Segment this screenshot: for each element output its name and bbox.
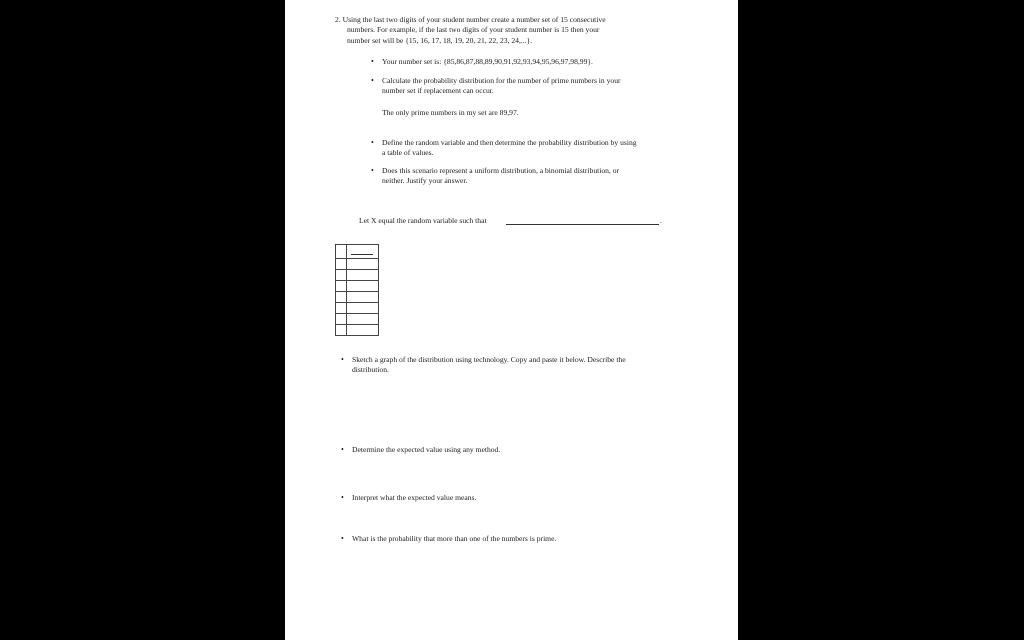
define-line-1: Define the random variable and then determine the probability distribution by using — [382, 138, 637, 147]
interpret-text: Interpret what the expected value means. — [352, 493, 477, 502]
bullet-icon: • — [341, 534, 344, 543]
table-cell — [336, 270, 347, 281]
question-line-3: number set will be {15, 16, 17, 18, 19, 20, 21, 22, 23, 24,...}. — [347, 36, 533, 45]
calculate-line-1: Calculate the probability distribution for the number of prime numbers in your — [382, 76, 621, 85]
bullet-icon: • — [341, 445, 344, 454]
table-cell — [347, 270, 379, 281]
table-cell — [347, 292, 379, 303]
table-cell — [347, 245, 379, 259]
table-cell — [347, 314, 379, 325]
values-table — [335, 244, 379, 336]
bullet-icon: • — [371, 166, 374, 175]
scenario-line-2: neither. Justify your answer. — [382, 176, 468, 185]
table-cell — [336, 303, 347, 314]
answer-blank-line — [506, 224, 659, 225]
table-cell — [347, 325, 379, 336]
table-cell — [336, 292, 347, 303]
header-blank-line — [351, 254, 373, 255]
calculate-line-2: number set if replacement can occur. — [382, 86, 494, 95]
table-cell — [336, 325, 347, 336]
table-cell — [347, 259, 379, 270]
question-line-1: 2. Using the last two digits of your student number create a number set of 15 consecutive — [335, 15, 606, 24]
bullet-icon: • — [341, 493, 344, 502]
prime-answer: The only prime numbers in my set are 89,97. — [382, 108, 519, 117]
bullet-icon: • — [341, 355, 344, 364]
scenario-line-1: Does this scenario represent a uniform distribution, a binomial distribution, or — [382, 166, 620, 175]
bullet-icon: • — [371, 76, 374, 85]
document-page — [285, 0, 738, 640]
number-set-text: Your number set is: {85,86,87,88,89,90,91,92,93,94,95,96,97,98,99}. — [382, 57, 593, 66]
sketch-line-2: distribution. — [352, 365, 389, 374]
table-cell — [336, 245, 347, 259]
define-line-2: a table of values. — [382, 148, 434, 157]
probability-question-text: What is the probability that more than one of the numbers is prime. — [352, 534, 557, 543]
let-x-text: Let X equal the random variable such that — [359, 216, 487, 225]
bullet-icon: • — [371, 57, 374, 66]
question-line-2: numbers. For example, if the last two digits of your student number is 15 then your — [347, 25, 600, 34]
sketch-line-1: Sketch a graph of the distribution using technology. Copy and paste it below. Describe the — [352, 355, 626, 364]
period-text: . — [660, 216, 662, 225]
table-cell — [336, 314, 347, 325]
table-cell — [336, 281, 347, 292]
expected-value-text: Determine the expected value using any method. — [352, 445, 501, 454]
bullet-icon: • — [371, 138, 374, 147]
table-cell — [336, 259, 347, 270]
table-cell — [347, 281, 379, 292]
table-cell — [347, 303, 379, 314]
